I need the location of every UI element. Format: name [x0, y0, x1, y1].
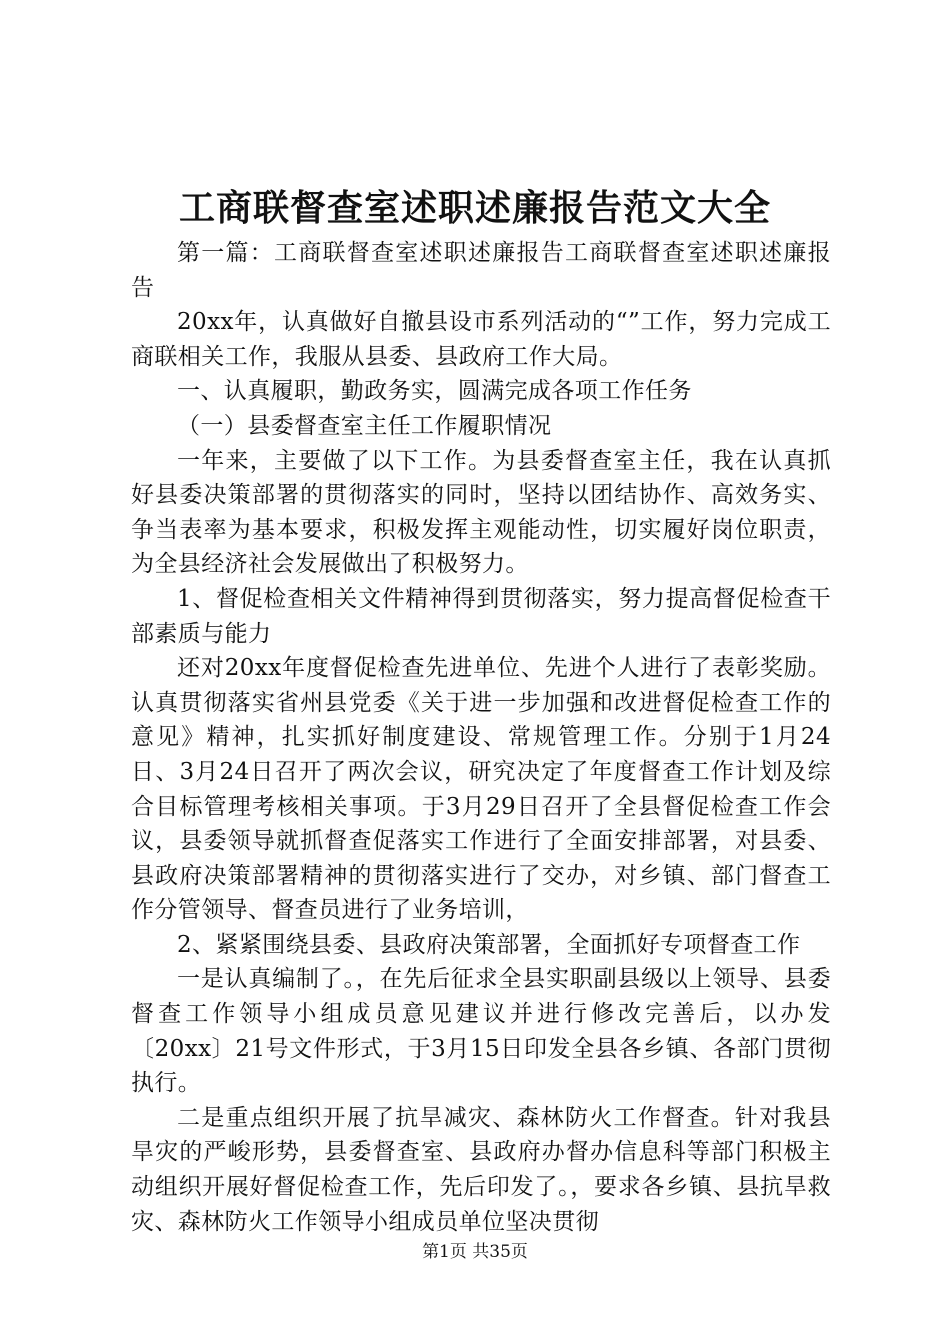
numbered-heading: 2、紧紧围绕县委、县政府决策部署，全面抓好专项督查工作 [177, 931, 801, 958]
paragraph: 二是重点组织开展了抗旱减灾、森林防火工作督查。针对我县旱灾的严峻形势，县委督查室、县政府办督办信息科等部门积极主动组织开展好督促检查工作，先后印发了。，要求各乡镇、县抗旱救灾、森林防火工作领导小组成员单位坚决贯彻 [131, 1104, 831, 1235]
numbered-heading: 1、督促检查相关文件精神得到贯彻落实，努力提高督促检查干部素质与能力 [131, 585, 831, 647]
document-title: 工商联督查室述职述廉报告范文大全 [178, 187, 771, 229]
paragraph: 一年来，主要做了以下工作。为县委督查室主任，我在认真抓好县委决策部署的贯彻落实的同时，坚持以团结协作、高效务实、争当表率为基本要求，积极发挥主观能动性，切实履好岗位职责，为全县经济社会发展做出了积极努力。 [131, 447, 831, 578]
paragraph: 还对20xx年度督促检查先进单位、先进个人进行了表彰奖励。认真贯彻落实省州县党委《关于进一步加强和改进督促检查工作的意见》精神，扎实抓好制度建设、常规管理工作。分别于1月24日、3月24日召开了两次会议，研究决定了年度督查工作计划及综合目标管理考核相关事项。于3月29日召开了全县督促检查工作会议，县委领导就抓督查促落实工作进行了全面安排部署，对县委、县政府决策部署精神的贯彻落实进行了交办，对乡镇、部门督查工作分管领导、督查员进行了业务培训， [131, 655, 831, 924]
page-number: 第1页 共35页 [422, 1242, 528, 1262]
section-heading: 一、认真履职，勤政务实，圆满完成各项工作任务 [177, 378, 692, 405]
subsection-heading: （一）县委督查室主任工作履职情况 [177, 412, 552, 439]
paragraph: 20xx年，认真做好自撤县设市系列活动的“”工作，努力完成工商联相关工作，我服从县委、县政府工作大局。 [131, 309, 831, 370]
document-body [131, 236, 831, 1239]
paragraph: 第一篇：工商联督查室述职述廉报告工商联督查室述职述廉报告 [131, 240, 831, 301]
paragraph: 一是认真编制了。，在先后征求全县实职副县级以上领导、县委督查工作领导小组成员意见建议并进行修改完善后，以办发〔20xx〕21号文件形式，于3月15日印发全县各乡镇、各部门贯彻执行。 [131, 966, 831, 1097]
